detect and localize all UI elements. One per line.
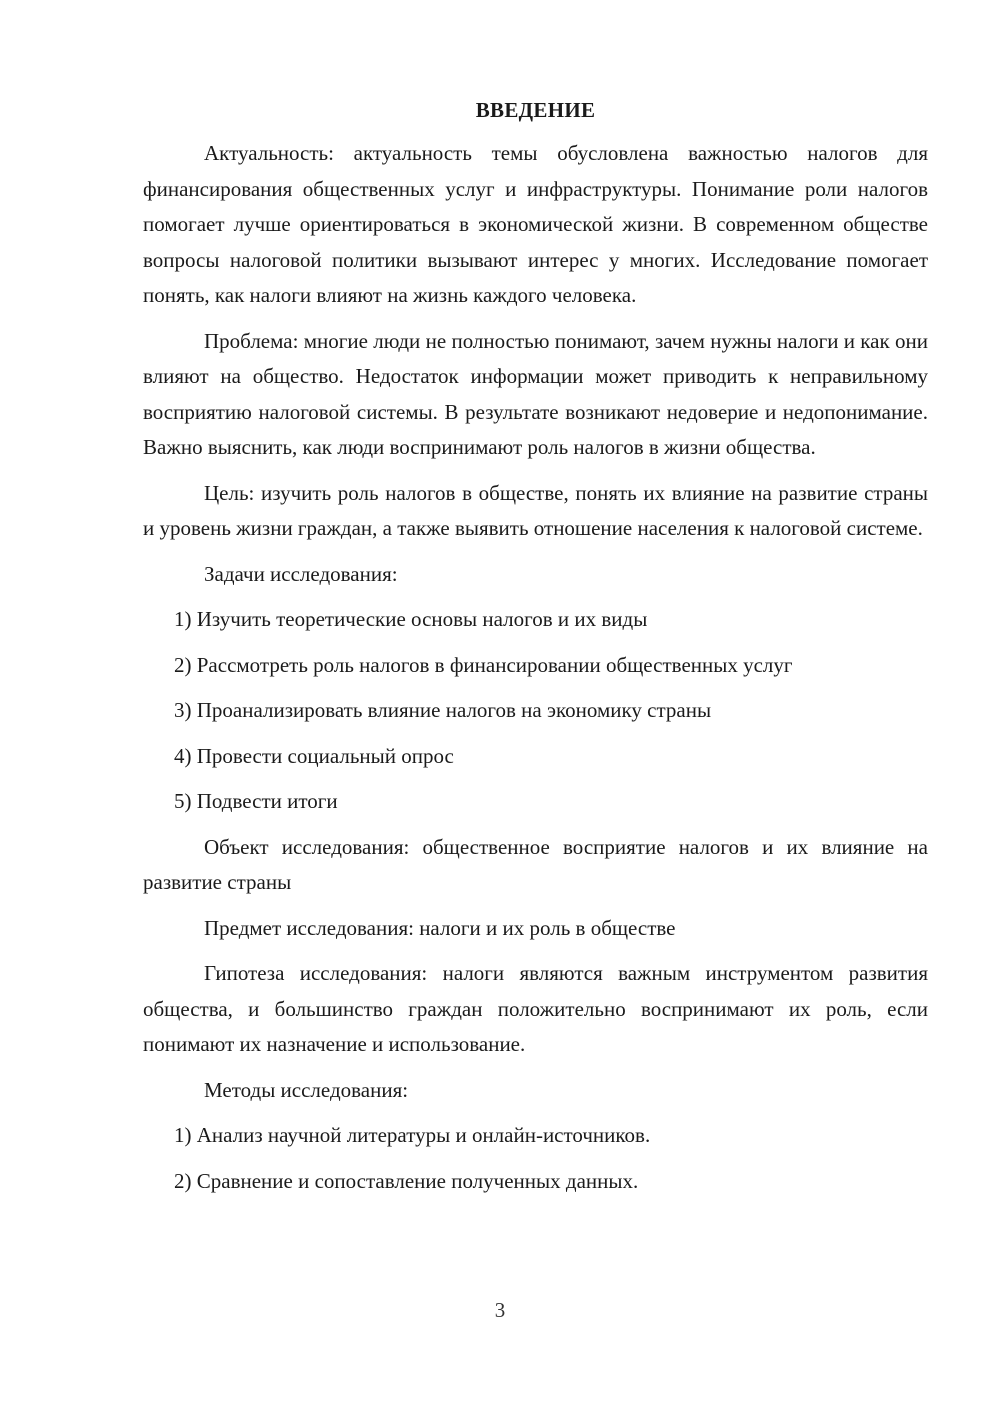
subject-paragraph: Предмет исследования: налоги и их роль в обществе (204, 915, 676, 940)
problem-paragraph: Проблема: многие люди не полностью понимают, зачем нужны налоги и как они влияют на общество. Недостаток информации может приводить к неправильному восприятию налоговой системы. В результате возникают недоверие и недопонимание. Важно выяснить, как люди воспринимают роль налогов в жизни общества. (143, 328, 928, 459)
page-number: 3 (494, 1298, 506, 1322)
list-item: 3) Проанализировать влияние налогов на экономику страны (174, 698, 712, 722)
methods-list (143, 1118, 928, 1199)
tasks-list (143, 602, 928, 820)
methods-heading: Методы исследования: (204, 1077, 409, 1102)
relevance-paragraph: Актуальность: актуальность темы обусловлена важностью налогов для финансирования общественных услуг и инфраструктуры. Понимание роли налогов помогает лучше ориентироваться в экономической жизни. В современном обществе вопросы налоговой политики вызывают интерес у многих. Исследование помогает понять, как налоги влияют на жизнь каждого человека. (143, 141, 928, 307)
page-title: ВВЕДЕНИЕ (475, 98, 596, 122)
goal-paragraph: Цель: изучить роль налогов в обществе, понять их влияние на развитие страны и уровень жизни граждан, а также выявить отношение населения к налоговой системе. (143, 480, 928, 540)
list-item: 5) Подвести итоги (174, 789, 338, 813)
list-item: 2) Сравнение и сопоставление полученных данных. (174, 1168, 639, 1193)
list-item: 2) Рассмотреть роль налогов в финансировании общественных услуг (174, 652, 793, 677)
tasks-heading: Задачи исследования: (204, 561, 398, 586)
object-paragraph: Объект исследования: общественное восприятие налогов и их влияние на развитие страны (143, 834, 928, 894)
list-item: 4) Провести социальный опрос (174, 743, 454, 768)
list-item: 1) Анализ научной литературы и онлайн-источников. (174, 1123, 651, 1147)
list-item: 1) Изучить теоретические основы налогов и их виды (174, 607, 648, 631)
document-page (143, 94, 928, 1209)
hypothesis-paragraph: Гипотеза исследования: налоги являются важным инструментом развития общества, и большинство граждан положительно воспринимают их роль, если понимают их назначение и использование. (143, 961, 928, 1056)
